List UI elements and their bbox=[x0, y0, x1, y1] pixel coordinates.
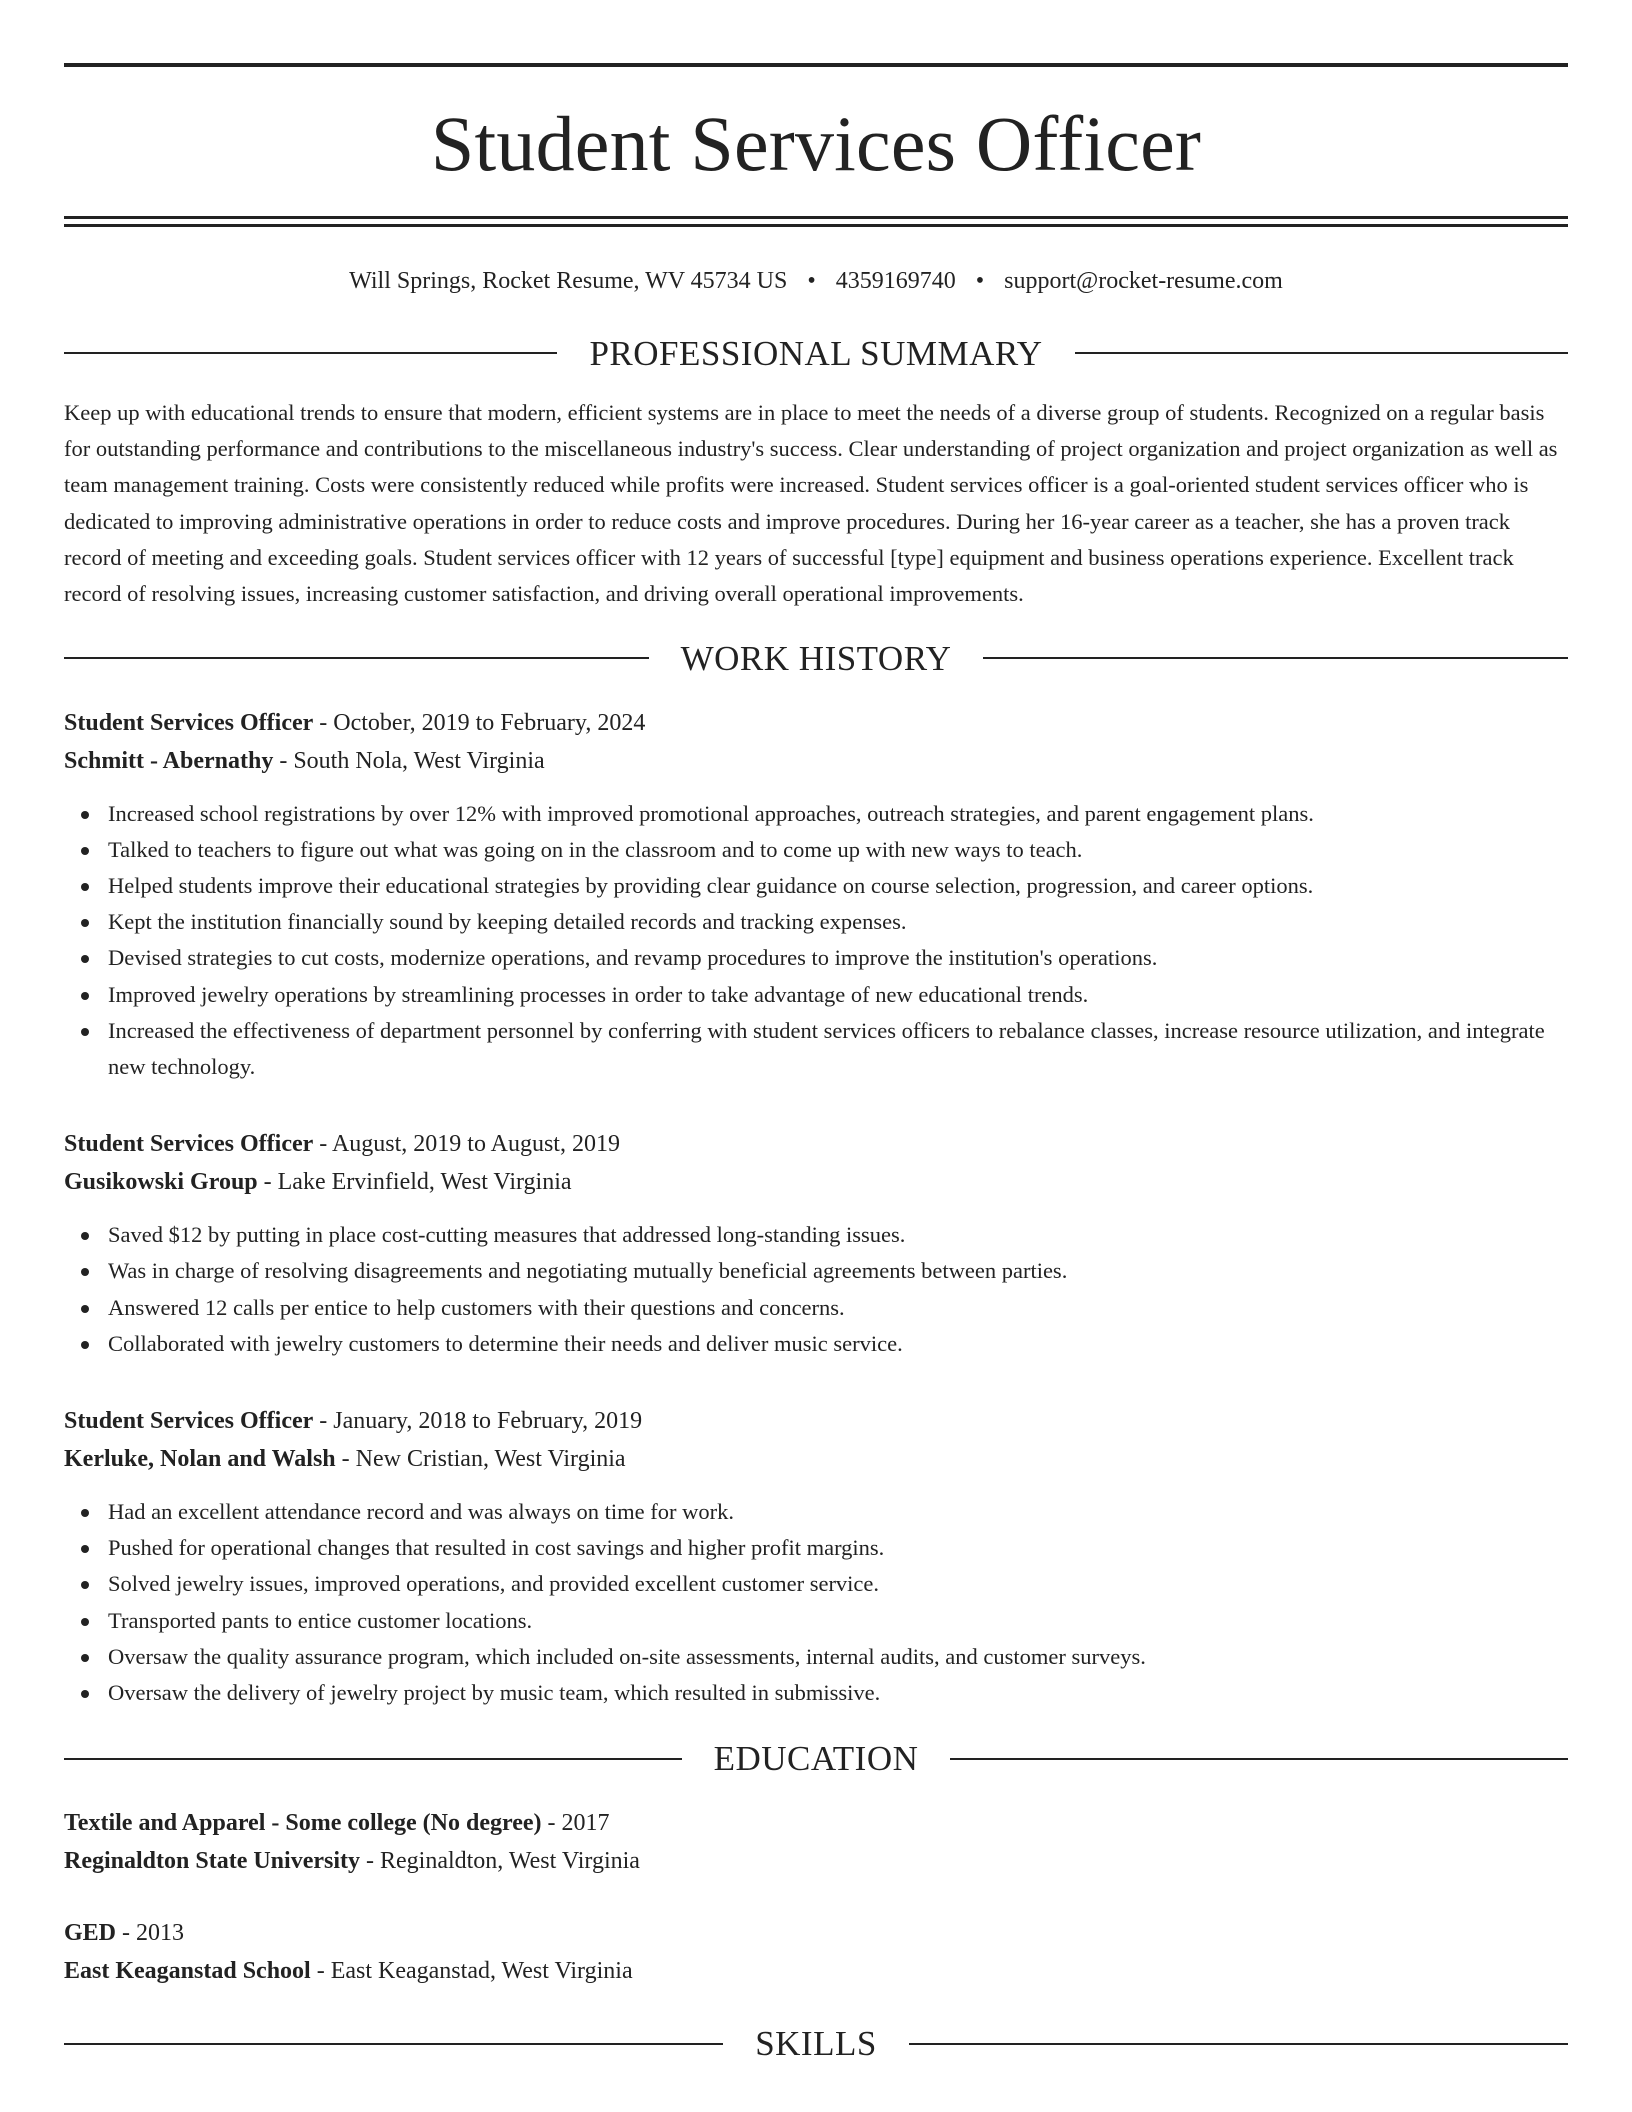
job-title-line bbox=[64, 704, 1568, 742]
job-bullet-list bbox=[64, 1217, 1568, 1362]
section-heading-summary bbox=[64, 333, 1568, 373]
job-title-line bbox=[64, 1125, 1568, 1163]
section-heading-education bbox=[64, 1739, 1568, 1779]
professional-summary-text: Keep up with educational trends to ensure that modern, efficient systems are in place to meet the needs of a diverse group of students. Recognized on a regular basis for outstanding performance and contributions to the miscellaneous industry's success. Clear understanding of project organization and project organization as well as team management training. Costs were consistently reduced while profits were increased. Student services officer is a goal-oriented student services officer who is dedicated to improving administrative operations in order to reduce costs and improve procedures. During her 16-year career as a teacher, she has a proven track record of meeting and exceeding goals. Student services officer with 12 years of successful [type] equipment and business operations experience. Excellent track record of resolving issues, increasing customer satisfaction, and driving overall operational improvements. bbox=[64, 399, 1558, 607]
education-degree-line bbox=[64, 1804, 1568, 1842]
section-title-work-history: WORK HISTORY bbox=[680, 638, 952, 678]
job-dates: - October, 2019 to February, 2024 bbox=[313, 709, 646, 736]
education-location: - Reginaldton, West Virginia bbox=[360, 1848, 640, 1875]
heading-rule-right bbox=[950, 1758, 1568, 1760]
education-entry bbox=[64, 1914, 1568, 1990]
job-bullet: Oversaw the quality assurance program, which included on-site assessments, internal audits, and customer surveys. bbox=[108, 1639, 1568, 1675]
top-divider bbox=[64, 63, 1568, 67]
job-bullet: Increased the effectiveness of department personnel by conferring with student services officers to rebalance classes, increase resource utilization, and integrate new technology. bbox=[108, 1013, 1568, 1085]
heading-rule-right bbox=[983, 657, 1568, 659]
job-bullet: Transported pants to entice customer locations. bbox=[108, 1603, 1568, 1639]
header-double-divider bbox=[64, 216, 1568, 227]
education-entry bbox=[64, 1804, 1568, 1880]
job-title: Student Services Officer bbox=[64, 1131, 314, 1158]
job-bullet: Increased school registrations by over 12% with improved promotional approaches, outreach strategies, and parent engagement plans. bbox=[108, 796, 1568, 832]
job-bullet: Solved jewelry issues, improved operations, and provided excellent customer service. bbox=[108, 1566, 1568, 1602]
job-location: - New Cristian, West Virginia bbox=[335, 1446, 626, 1473]
job-company-line bbox=[64, 1440, 1568, 1478]
job-dates: - August, 2019 to August, 2019 bbox=[313, 1131, 620, 1158]
section-title-education: EDUCATION bbox=[713, 1739, 919, 1779]
job-bullet: Saved $12 by putting in place cost-cutting measures that addressed long-standing issues. bbox=[108, 1217, 1568, 1253]
contact-separator: • bbox=[975, 268, 985, 294]
education-school: Reginaldton State University bbox=[64, 1848, 360, 1875]
section-title-skills: SKILLS bbox=[755, 2024, 877, 2064]
job-entry bbox=[64, 1125, 1568, 1362]
job-title: Student Services Officer bbox=[64, 1408, 314, 1435]
job-bullet: Was in charge of resolving disagreements and negotiating mutually beneficial agreements between parties. bbox=[108, 1253, 1568, 1289]
education-school-line bbox=[64, 1952, 1568, 1990]
job-bullet: Oversaw the delivery of jewelry project by music team, which resulted in submissive. bbox=[108, 1675, 1568, 1711]
contact-email: support@rocket-resume.com bbox=[1004, 268, 1283, 294]
education-location: - East Keaganstad, West Virginia bbox=[310, 1958, 633, 1985]
job-dates: - January, 2018 to February, 2019 bbox=[313, 1408, 643, 1435]
job-entry bbox=[64, 704, 1568, 1086]
heading-rule-left bbox=[64, 1758, 682, 1760]
education-year: - 2013 bbox=[116, 1920, 185, 1947]
job-entry bbox=[64, 1402, 1568, 1711]
contact-separator: • bbox=[807, 268, 816, 294]
contact-phone: 4359169740 bbox=[835, 268, 956, 294]
job-title: Student Services Officer bbox=[64, 709, 314, 736]
education-degree-line bbox=[64, 1914, 1568, 1952]
job-bullet: Devised strategies to cut costs, modernize operations, and revamp procedures to improve the institution's operations. bbox=[108, 940, 1568, 976]
job-bullet: Talked to teachers to figure out what was going on in the classroom and to come up with new ways to teach. bbox=[108, 832, 1568, 868]
job-bullet: Helped students improve their educational strategies by providing clear guidance on course selection, progression, and career options. bbox=[108, 868, 1568, 904]
job-bullet-list bbox=[64, 1494, 1568, 1711]
job-company: Schmitt - Abernathy bbox=[64, 747, 274, 774]
education-degree: GED bbox=[64, 1920, 117, 1947]
heading-rule-left bbox=[64, 2043, 723, 2045]
heading-rule-right bbox=[909, 2043, 1568, 2045]
job-bullet: Had an excellent attendance record and was always on time for work. bbox=[108, 1494, 1568, 1530]
job-company: Gusikowski Group bbox=[64, 1169, 258, 1196]
job-company-line bbox=[64, 1163, 1568, 1201]
job-bullet: Kept the institution financially sound by keeping detailed records and tracking expenses. bbox=[108, 904, 1568, 940]
education-school-line bbox=[64, 1842, 1568, 1880]
job-bullet-list bbox=[64, 796, 1568, 1086]
job-company-line bbox=[64, 742, 1568, 780]
section-heading-work-history bbox=[64, 638, 1568, 678]
job-location: - Lake Ervinfield, West Virginia bbox=[257, 1169, 572, 1196]
heading-rule-right bbox=[1075, 352, 1568, 354]
job-bullet: Answered 12 calls per entice to help customers with their questions and concerns. bbox=[108, 1290, 1568, 1326]
contact-line bbox=[64, 267, 1568, 296]
job-bullet: Pushed for operational changes that resulted in cost savings and higher profit margins. bbox=[108, 1530, 1568, 1566]
contact-address: Will Springs, Rocket Resume, WV 45734 US bbox=[349, 268, 788, 294]
job-company: Kerluke, Nolan and Walsh bbox=[64, 1446, 336, 1473]
job-location: - South Nola, West Virginia bbox=[273, 747, 545, 774]
heading-rule-left bbox=[64, 352, 557, 354]
job-bullet: Improved jewelry operations by streamlining processes in order to take advantage of new educational trends. bbox=[108, 977, 1568, 1013]
education-year: - 2017 bbox=[541, 1810, 610, 1837]
heading-rule-left bbox=[64, 657, 649, 659]
education-school: East Keaganstad School bbox=[64, 1958, 311, 1985]
job-title-line bbox=[64, 1402, 1568, 1440]
education-degree: Textile and Apparel - Some college (No degree) bbox=[64, 1810, 542, 1837]
resume-name-heading: Student Services Officer bbox=[430, 100, 1202, 187]
section-heading-skills bbox=[64, 2024, 1568, 2064]
section-title-summary: PROFESSIONAL SUMMARY bbox=[589, 333, 1043, 373]
job-bullet: Collaborated with jewelry customers to determine their needs and deliver music service. bbox=[108, 1326, 1568, 1362]
